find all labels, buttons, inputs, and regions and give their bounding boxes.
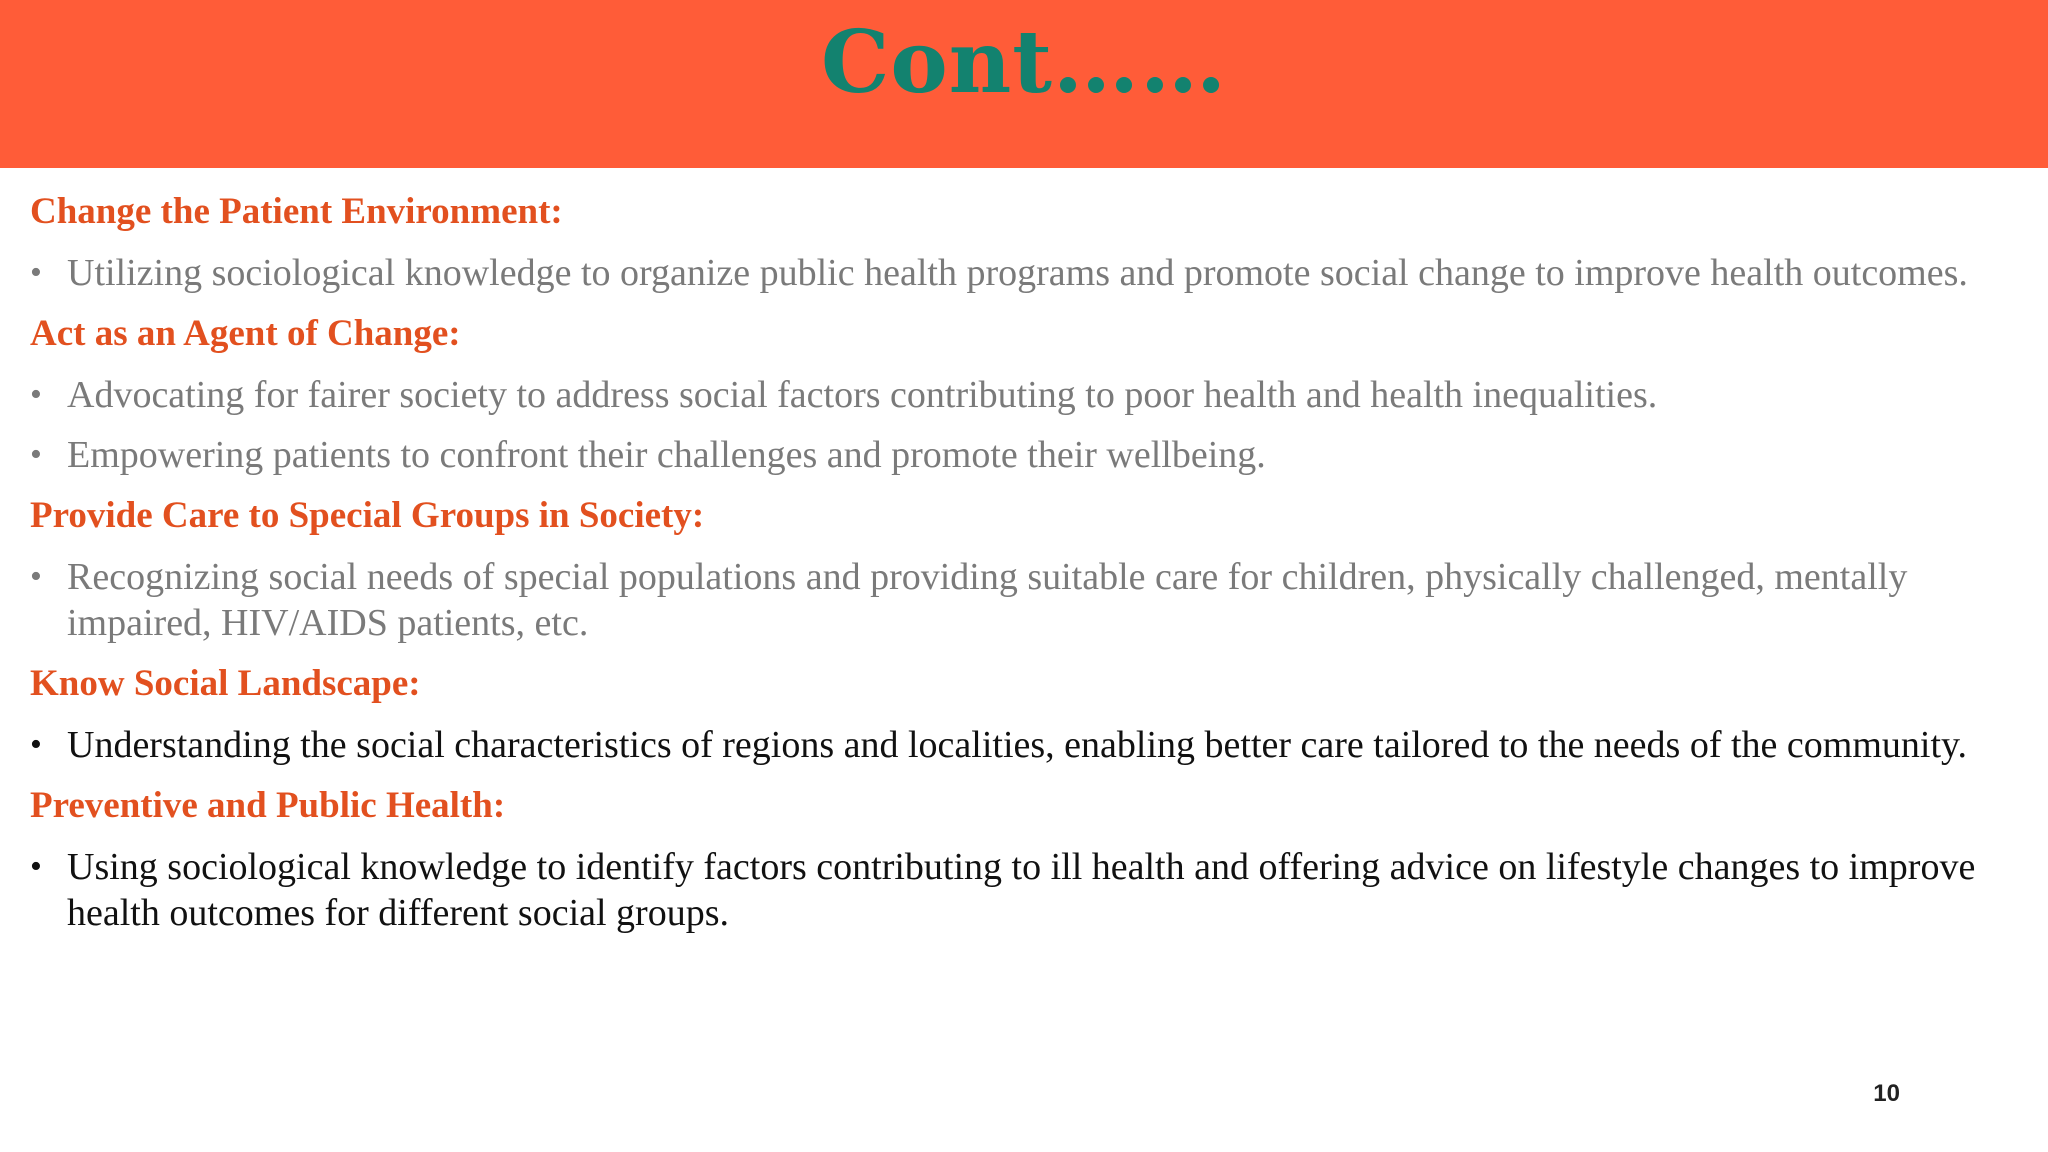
- section-heading: Preventive and Public Health:: [30, 785, 506, 826]
- bullet-icon: •: [30, 726, 42, 763]
- section-heading: Know Social Landscape:: [30, 663, 421, 704]
- bullet-text: Utilizing sociological knowledge to organize public health programs and promote social change to improve health outcomes.: [67, 252, 1968, 294]
- bullet-icon: •: [30, 436, 42, 473]
- bullet-text: Recognizing social needs of special populations and providing suitable care for children, physically challenged, mentally impaired, HIV/AIDS patients, etc.: [67, 556, 1908, 644]
- bullet-item: [30, 554, 2020, 646]
- bullet-item: [30, 722, 2020, 768]
- section-heading: Provide Care to Special Groups in Society:: [30, 495, 705, 536]
- bullet-text: Using sociological knowledge to identify factors contributing to ill health and offering advice on lifestyle changes to improve health outcomes for different social groups.: [67, 846, 1976, 934]
- bullet-item: [30, 372, 2020, 418]
- page-number: 10: [1873, 1080, 1900, 1107]
- title-bar: [0, 0, 2048, 168]
- bullet-icon: •: [30, 254, 42, 291]
- bullet-text: Advocating for fairer society to address social factors contributing to poor health and health inequalities.: [67, 374, 1658, 416]
- bullet-item: [30, 432, 2020, 478]
- bullet-item: [30, 250, 2020, 296]
- bullet-text: Understanding the social characteristics of regions and localities, enabling better care tailored to the needs of the community.: [67, 724, 1968, 766]
- bullet-icon: •: [30, 376, 42, 413]
- slide-content: [30, 188, 2020, 950]
- bullet-text: Empowering patients to confront their challenges and promote their wellbeing.: [67, 434, 1266, 476]
- section-heading: Act as an Agent of Change:: [30, 313, 461, 354]
- section-heading: Change the Patient Environment:: [30, 191, 563, 232]
- bullet-icon: •: [30, 848, 42, 885]
- slide-title: Cont……: [820, 12, 1228, 113]
- bullet-item: [30, 844, 2020, 936]
- bullet-icon: •: [30, 558, 42, 595]
